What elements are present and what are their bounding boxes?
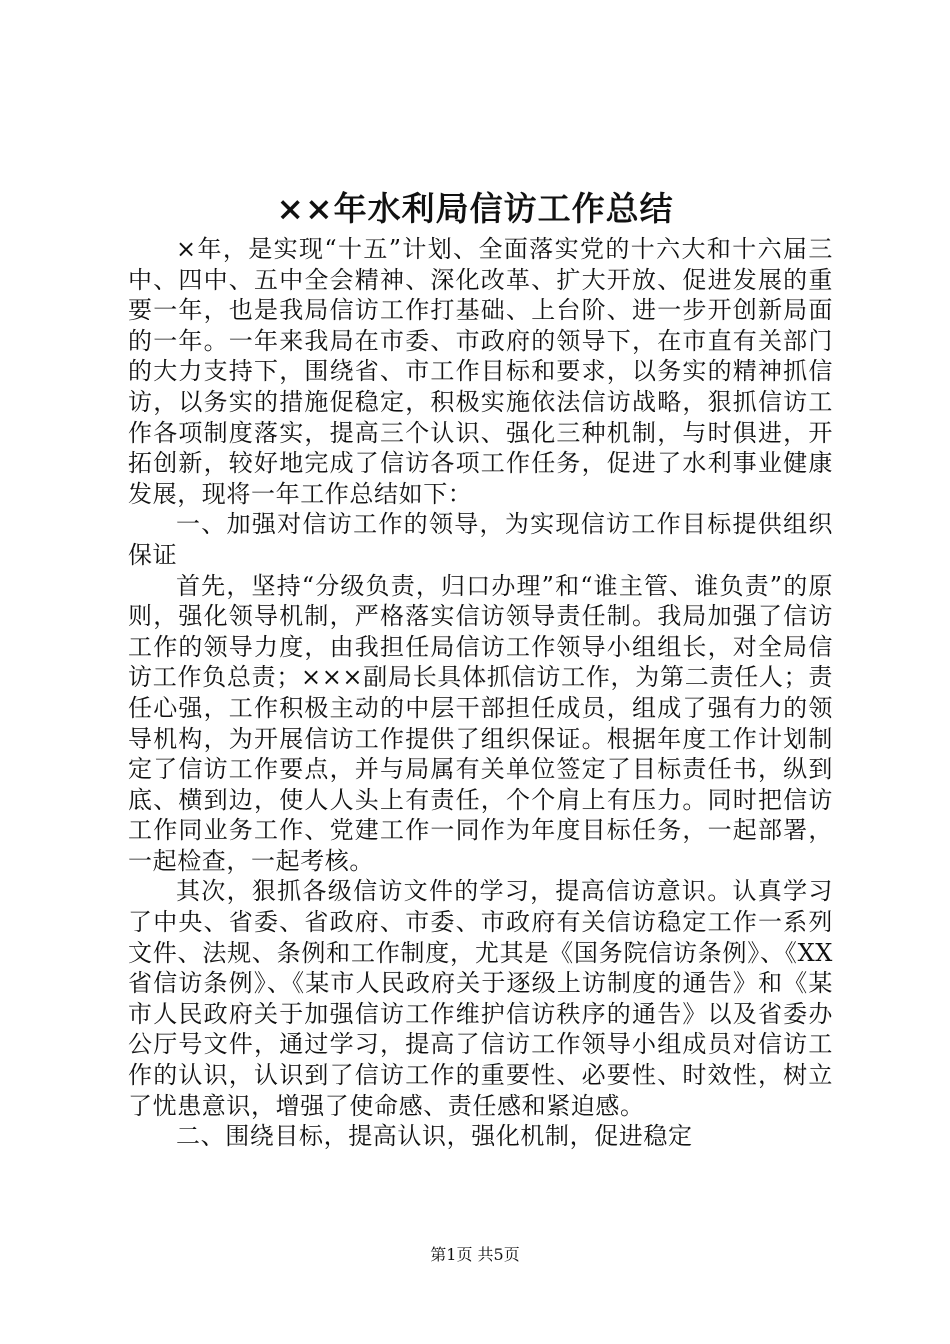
paragraph-first: 首先，坚持“分级负责，归口办理”和“谁主管、谁负责”的原则，强化领导机制，严格落实信访领导责任制。我局加强了信访工作的领导力度，由我担任局信访工作领导小组组长，对全局信访工作负总责；×××副局长具体抓信访工作，为第二责任人；责任心强，工作积极主动的中层干部担任成员，组成了强有力的领导机构，为开展信访工作提供了组织保证。根据年度工作计划制定了信访工作要点，并与局属有关单位签定了目标责任书，纵到底、横到边，使人人头上有责任，个个肩上有压力。同时把信访工作同业务工作、党建工作一同作为年度目标任务，一起部署，一起检查，一起考核。 (128, 571, 833, 875)
page-number-footer: 第1页 共5页 (430, 1245, 520, 1264)
document-body (128, 234, 833, 1152)
document-title: ××年水利局信访工作总结 (276, 189, 674, 228)
section-heading-2: 二、围绕目标，提高认识，强化机制，促进稳定 (176, 1122, 693, 1151)
intro-paragraph: ×年，是实现“十五”计划、全面落实党的十六大和十六届三中、四中、五中全会精神、深化改革、扩大开放、促进发展的重要一年，也是我局信访工作打基础、上台阶、进一步开创新局面的一年。一年来我局在市委、市政府的领导下，在市直有关部门的大力支持下，围绕省、市工作目标和要求，以务实的精神抓信访，以务实的措施促稳定，积极实施依法信访战略，狠抓信访工作各项制度落实，提高三个认识、强化三种机制，与时俱进，开拓创新，较好地完成了信访各项工作任务，促进了水利事业健康发展，现将一年工作总结如下： (128, 235, 833, 508)
paragraph-second: 其次，狠抓各级信访文件的学习，提高信访意识。认真学习了中央、省委、省政府、市委、市政府有关信访稳定工作一系列文件、法规、条例和工作制度，尤其是《国务院信访条例》、《XX省信访条例》、《某市人民政府关于逐级上访制度的通告》和《某市人民政府关于加强信访工作维护信访秩序的通告》以及省委办公厅号文件，通过学习，提高了信访工作领导小组成员对信访工作的认识，认识到了信访工作的重要性、必要性、时效性，树立了忧患意识，增强了使命感、责任感和紧迫感。 (128, 877, 833, 1120)
section-heading-1: 一、加强对信访工作的领导，为实现信访工作目标提供组织保证 (128, 510, 833, 569)
